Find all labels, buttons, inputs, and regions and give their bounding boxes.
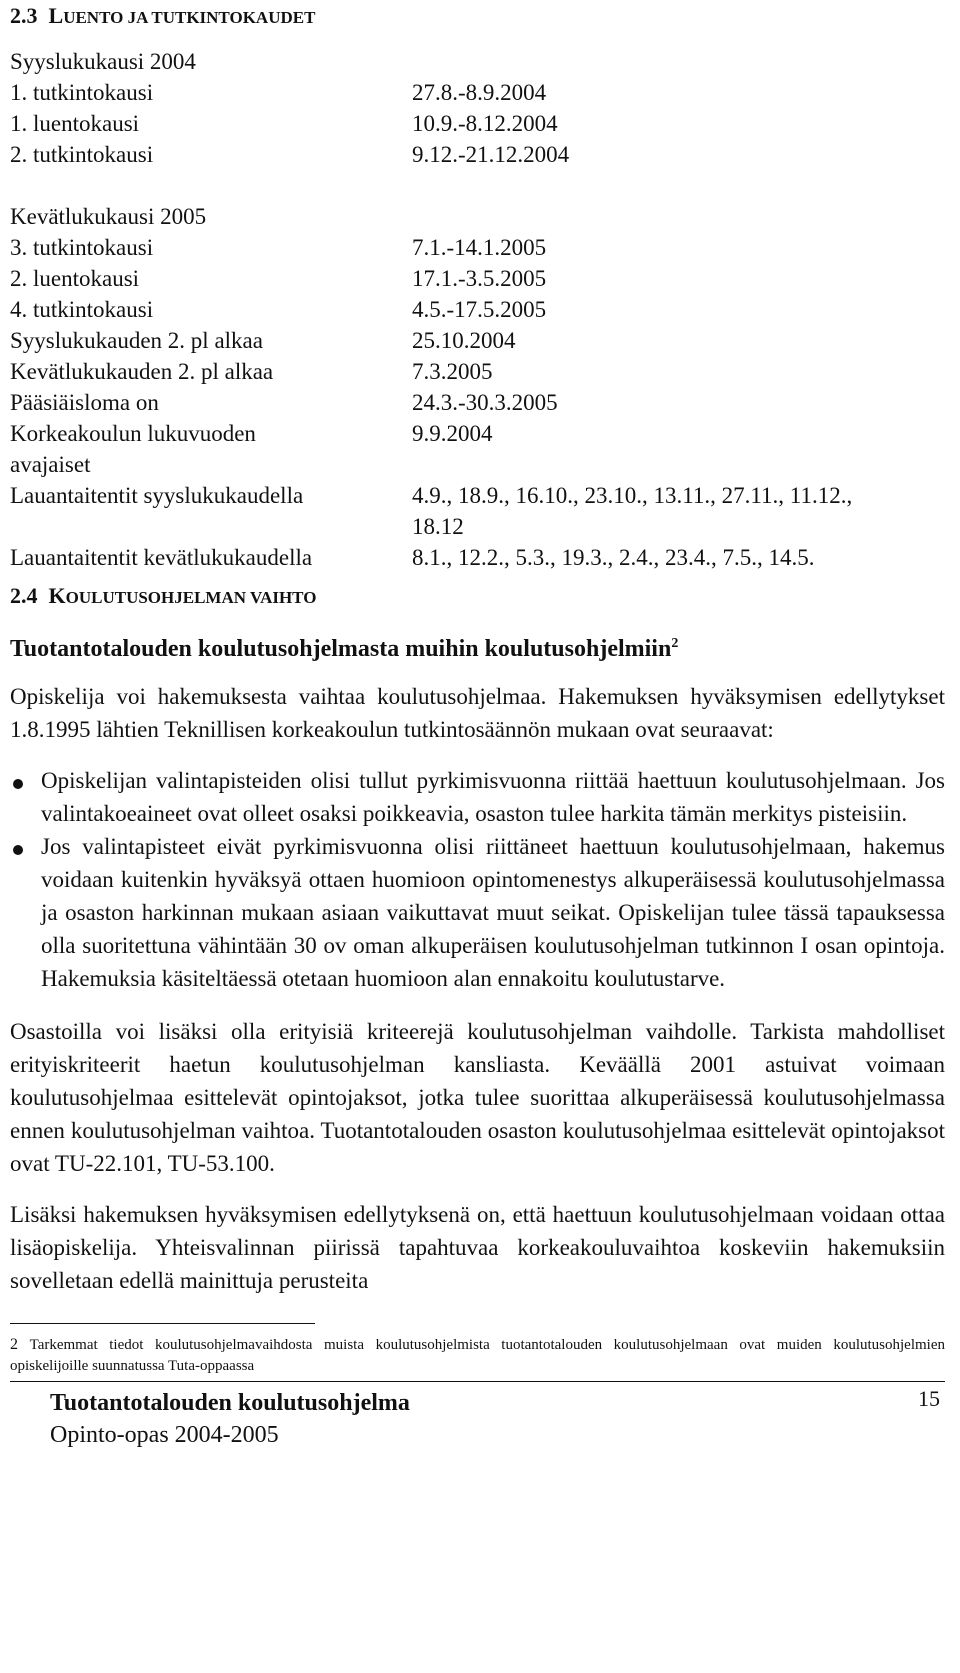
list-item: Opiskelijan valintapisteiden olisi tullut pyrkimisvuonna riittää haettuun koulutusohjelmaan. Jos valintakoeaineet ovat olleet osaksi poikkeavia, osaston tulee harkita tämän merkitys pisteisiin. [10, 764, 945, 830]
bullet-icon [13, 845, 23, 855]
schedule-value: 7.3.2005 [412, 359, 493, 384]
schedule-row [10, 232, 945, 263]
list-item: Jos valintapisteet eivät pyrkimisvuonna olisi riittäneet haettuun koulutusohjelmaan, hakemus voidaan kuitenkin hyväksyä ottaen huomioon opintomenestys alkuperäisessä koulutusohjelmassa ja osaston harkinnan mukaan asiaan vaikuttavat muut seikat. Opiskelijan tulee tässä tapauksessa olla suoritettuna vähintään 30 ov oman alkuperäisen koulutusohjelman tutkinnon I osan opintoja. Hakemuksia käsiteltäessä otetaan huomioon alan ennakoitu koulutustarve. [10, 830, 945, 995]
section-2-3-heading: 2.3 LUENTO JA TUTKINTOKAUDET [10, 3, 316, 28]
section-2-4-heading: 2.4 KOULUTUSOHJELMAN VAIHTO [10, 583, 317, 608]
autumn-schedule [10, 77, 945, 170]
schedule-value: 4.5.-17.5.2005 [412, 297, 547, 322]
schedule-row [10, 542, 945, 573]
schedule-value: 24.3.-30.3.2005 [412, 390, 558, 415]
bullet-icon [13, 779, 23, 789]
schedule-label: 4. tutkintokausi [10, 297, 154, 322]
schedule-label: Lauantaitentit kevätlukukaudella [10, 545, 313, 570]
footer-subtitle: Opinto-opas 2004-2005 [50, 1422, 279, 1448]
schedule-label: Kevätlukukauden 2. pl alkaa [10, 359, 274, 384]
schedule-value: 9.12.-21.12.2004 [412, 142, 570, 167]
avajaiset-label: avajaiset [10, 452, 91, 477]
saturday-exams [10, 480, 945, 573]
schedule-row [10, 294, 945, 325]
schedule-row [10, 139, 945, 170]
schedule-value: 9.9.2004 [412, 421, 493, 446]
schedule-label: Lauantaitentit syyslukukaudella [10, 483, 304, 508]
schedule-value: 10.9.-8.12.2004 [412, 111, 558, 136]
schedule-label: Korkeakoulun lukuvuoden [10, 421, 256, 446]
schedule-row [10, 511, 945, 542]
subheading: Tuotantotalouden koulutusohjelmasta muihin koulutusohjelmiin$^2$ [10, 636, 679, 662]
paragraph-3: Lisäksi hakemuksen hyväksymisen edellytyksenä on, että haettuun koulutusohjelmaan voidaan ottaa lisäopiskelija. Yhteisvalinnan piirissä tapahtuvaa korkeakouluvaihtoa koskeviin hakemuksiin sovelletaan edellä mainittuja perusteita [10, 1202, 945, 1293]
spring-term-heading: Kevätlukukausi 2005 [10, 204, 207, 229]
footer-title: Tuotantotalouden koulutusohjelma [50, 1390, 410, 1416]
page-footer [10, 1382, 945, 1462]
schedule-row [10, 108, 945, 139]
schedule-row [10, 77, 945, 108]
requirements-list [10, 764, 945, 995]
schedule-label: 2. luentokausi [10, 266, 140, 291]
schedule-label: 1. luentokausi [10, 111, 140, 136]
schedule-label: Pääsiäisloma on [10, 390, 159, 415]
schedule-row [10, 480, 945, 511]
schedule-value: 27.8.-8.9.2004 [412, 80, 547, 105]
footnote: 2 Tarkemmat tiedot koulutusohjelmavaihdosta muista koulutusohjelmista tuotantotalouden koulutusohjelmaan ovat muiden koulutusohjelmien opiskelijoille suunnatussa Tuta-oppaassa [10, 1336, 946, 1374]
footnote-ref: 2 [671, 636, 679, 651]
schedule-label: Syyslukukauden 2. pl alkaa [10, 328, 263, 353]
schedule-label: 2. tutkintokausi [10, 142, 154, 167]
schedule-value: 17.1.-3.5.2005 [412, 266, 547, 291]
schedule-row [10, 325, 945, 356]
schedule-value: 25.10.2004 [412, 328, 516, 353]
schedule-row [10, 387, 945, 418]
schedule-value: 8.1., 12.2., 5.3., 19.3., 2.4., 23.4., 7.5., 14.5. [412, 545, 815, 570]
schedule-label [10, 511, 412, 542]
schedule-label: 3. tutkintokausi [10, 235, 154, 260]
schedule-label: 1. tutkintokausi [10, 80, 154, 105]
schedule-row [10, 263, 945, 294]
paragraph-1: Opiskelija voi hakemuksesta vaihtaa koulutusohjelmaa. Hakemuksen hyväksymisen edellytykset 1.8.1995 lähtien Teknillisen korkeakoulun tutkintosäännön mukaan ovat seuraavat: [10, 684, 945, 742]
spring-schedule [10, 232, 945, 449]
paragraph-2: Osastoilla voi lisäksi olla erityisiä kriteerejä koulutusohjelman vaihdolle. Tarkista mahdolliset erityiskriteerit haetun koulutusohjelman kansliasta. Keväällä 2001 astuivat voimaan koulutusohjelmaa esittelevät opintojaksot, jotka tulee suorittaa alkuperäisessä koulutusohjelmassa ennen koulutusohjelman vaihtoa. Tuotantotalouden osaston koulutusohjelmaa esittelevät opintojaksot ovat TU-22.101, TU-53.100. [10, 1019, 945, 1176]
schedule-value: 18.12 [412, 514, 464, 539]
schedule-row [10, 418, 945, 449]
page-number: 15 [918, 1386, 940, 1411]
document-page [10, 0, 945, 1462]
schedule-row [10, 356, 945, 387]
schedule-value: 7.1.-14.1.2005 [412, 235, 547, 260]
schedule-value: 4.9., 18.9., 16.10., 23.10., 13.11., 27.11., 11.12., [412, 483, 853, 508]
autumn-term-heading: Syyslukukausi 2004 [10, 49, 196, 74]
